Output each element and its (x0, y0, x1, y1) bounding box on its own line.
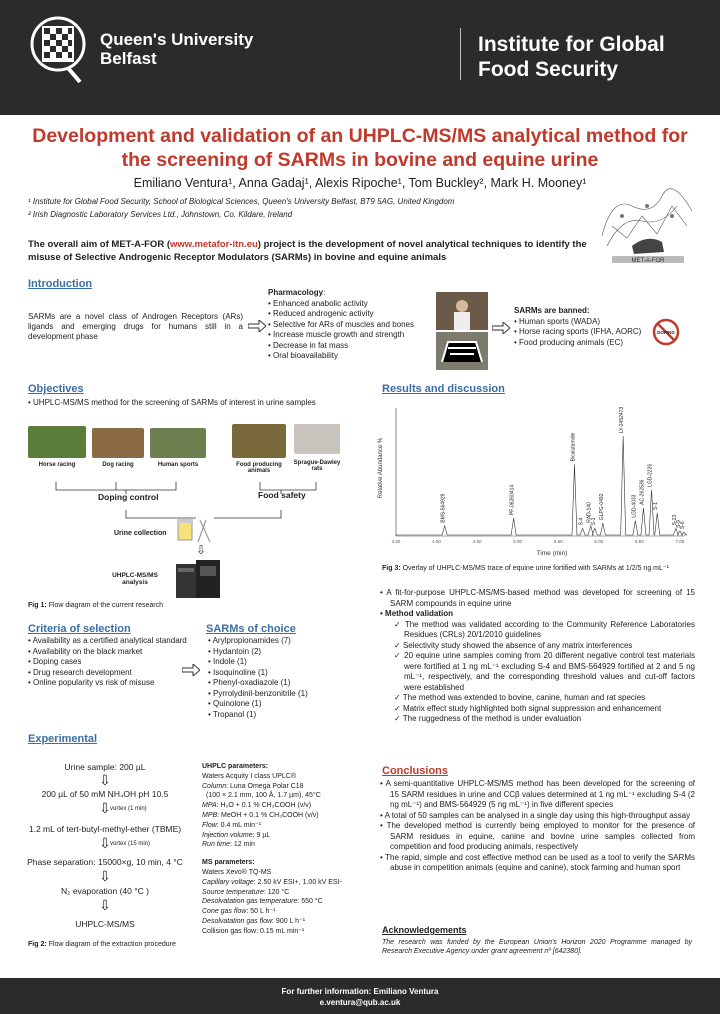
objectives-bullet: • UHPLC-MS/MS method for the screening of SARMs of interest in urine samples (28, 398, 316, 407)
acknowledgements-text: The research was funded by the European Union's Horizon 2020 Programme managed by Research Executive Agency under grant agreement nº [642380]. (382, 939, 692, 955)
flow-value: : 0.4 mL min⁻¹ (216, 821, 262, 829)
title-line1: Development and validation of an UHPLC-MS/MS analytical method for (32, 125, 688, 147)
uhplc-instrument: Waters Acquity I class UPLC® (202, 772, 296, 780)
conclusions-block (380, 779, 695, 874)
footer-line1: For further information: Emiliano Ventura (281, 987, 439, 996)
affiliation-2: ² Irish Diagnostic Laboratory Services Ltd., Johnstown, Co. Kildare, Ireland (28, 210, 293, 219)
rats-photo (294, 424, 340, 454)
extraction-step-2: 200 µL of 50 mM NH₄OH pH 10.5 (41, 789, 169, 799)
down-arrow-icon: ⇩ (99, 868, 111, 884)
instrument-label-2: analysis (122, 579, 148, 586)
conclusion-item: • The developed method is currently being employed to monitor for the presence of SARM residues in equine, canine and bovine urine samples collected from competition and food producing animals, respectively (380, 821, 695, 853)
peak-label: RAD-140 (586, 502, 593, 523)
objectives-text: UHPLC-MS/MS method for the screening of SARMs of interest in urine samples (33, 398, 316, 407)
cone-key: Cone gas flow (202, 908, 247, 916)
down-arrow-icon: ⇩ (99, 835, 111, 851)
sarms-choice-heading: SARMs of choice (206, 623, 296, 635)
project-aim (28, 238, 588, 264)
photo-label-rats: Sprague-Dawley rats (293, 460, 341, 472)
banned-list (514, 317, 641, 349)
project-link[interactable]: www.metafor-itn.eu (170, 239, 258, 250)
pharmacology-heading: Pharmacology (268, 288, 324, 297)
fig1-text: Flow diagram of the current research (46, 602, 163, 609)
result-item: • Method validation (380, 609, 695, 620)
peak-label: S-23 (671, 514, 678, 526)
flow-key: Flow (202, 821, 217, 829)
conclusion-item: • A semi-quantitative UHPLC-MS/MS method has been developed for the screening of 15 SARM residues in urine and CCβ values determined at 1 ng mL⁻¹ excluding S-4 (2 ng mL⁻¹) and BMS-564929 (5 ng mL⁻¹) in five different species (380, 779, 695, 811)
experimental-heading: Experimental (28, 733, 98, 745)
pharmacology-item: • Enhanced anabolic activity (268, 299, 414, 310)
mpa-key: MPA (202, 802, 217, 810)
criteria-item: • Availability as a certified analytical standard (28, 636, 208, 647)
source-temp-value: : 120 °C (263, 888, 290, 896)
igfs-name (478, 32, 665, 82)
igfs-line2: Food Security (478, 58, 619, 81)
criteria-item: • Online popularity vs risk of misuse (28, 678, 208, 689)
peak-label: LGD-4033 (631, 494, 638, 518)
collision-gas: Collision gas flow: 0.15 mL min⁻¹ (202, 927, 305, 935)
fig2-label: Fig 2: (28, 941, 47, 948)
urine-cup-icon (176, 516, 216, 546)
cone-value: : 50 L h⁻¹ (246, 908, 276, 916)
extraction-step-5: N₂ evaporation (40 °C ) (61, 886, 149, 896)
banned-item: • Food producing animals (EC) (514, 338, 641, 349)
sarms-choice-item: • Hydantoin (2) (208, 647, 308, 658)
peak-label: PF-06260414 (509, 484, 516, 516)
results-list (380, 588, 695, 725)
extraction-step-3: 1.2 mL of tert-butyl-methyl-ether (TBME) (28, 824, 182, 834)
extraction-step-4: Phase separation: 15000×g, 10 min, 4 °C (27, 857, 183, 867)
criteria-item: • Doping cases (28, 657, 208, 668)
arrow-right-icon (182, 664, 200, 676)
desolv-temp-value: : 550 °C (297, 898, 323, 906)
sarms-choice-item: • Tropanol (1) (208, 710, 308, 721)
instrument-label-1: UHPLC-MS/MS (112, 572, 158, 579)
criteria-item: • Drug research development (28, 668, 208, 679)
fig1-flow-diagram (26, 420, 366, 610)
result-item: • A fit-for-purpose UHPLC-MS/MS-based method was developed for screening of 15 SARM compounds in equine urine (380, 588, 695, 609)
sarms-choice-item: • Isoquinoline (1) (208, 668, 308, 679)
fig3-label: Fig 3: (382, 565, 401, 572)
conclusion-item: • The rapid, simple and cost effective method can be used as a tool to verify the SARMs abuse in competition animals (equine and canine), stock farming and human sport (380, 853, 695, 874)
horse-racing-photo (28, 426, 86, 458)
pharmacology-item: • Decrease in fat mass (268, 341, 414, 352)
qub-line1: Queen's University (100, 30, 254, 49)
arrow-right-icon (492, 322, 510, 334)
urine-collection-label: Urine collection (114, 530, 167, 537)
conclusion-item: • A total of 50 samples can be analysed in a single day using this high-throughput assay (380, 811, 695, 822)
injection-key: Injection volume (202, 831, 253, 839)
peak-label: S-6 (680, 521, 686, 530)
fig3-caption (382, 564, 669, 572)
pharmacology-item: • Selective for ARs of muscles and bones (268, 320, 414, 331)
human-sports-photo (150, 428, 206, 458)
mpa-value: : H₂O + 0.1 % CH₃COOH (v/v) (216, 802, 312, 810)
desolv-flow-key: Desolvatation gas flow (202, 917, 273, 925)
chart-x-tick: 7.00 (675, 539, 685, 544)
banned-block (514, 306, 641, 348)
down-arrow-icon: ⇩ (99, 897, 111, 913)
svg-text:⇩: ⇩ (195, 543, 207, 557)
vortex-note-1: vortex (1 min) (110, 806, 147, 812)
sarms-choice-item: • Arylpropionamides (7) (208, 636, 308, 647)
qub-line2: Belfast (100, 49, 157, 68)
chromatogram-chart (372, 398, 702, 568)
fig1-label: Fig 1: (28, 602, 47, 609)
pharmacology-list (268, 299, 414, 362)
instrument-parameters (202, 762, 342, 937)
desolv-flow-value: : 900 L h⁻¹ (272, 917, 306, 925)
qub-name (100, 30, 253, 68)
arrow-right-icon (248, 320, 266, 332)
acknowledgements-heading: Acknowledgements (382, 925, 467, 935)
criteria-heading: Criteria of selection (28, 623, 131, 635)
criteria-list (28, 636, 208, 689)
svg-text:MET-A-FOR: MET-A-FOR (631, 258, 665, 264)
result-item: ✓ The ruggedness of the method is under evaluation (380, 714, 695, 725)
introduction-text: SARMs are a novel class of Androgen Receptors (ARs) ligands and emerging drugs for humans still in a development phase (28, 312, 243, 341)
sarms-choice-item: • Phenyl-oxadiazole (1) (208, 678, 308, 689)
banned-item: • Human sports (WADA) (514, 317, 641, 328)
pharmacology-item: • Reduced androgenic activity (268, 309, 414, 320)
no-doping-icon (652, 318, 680, 346)
metafor-logo (592, 176, 702, 272)
banned-item: • Horse racing sports (IFHA, AORC) (514, 327, 641, 338)
footer (0, 978, 720, 1014)
down-arrow-icon: ⇩ (99, 772, 111, 788)
photo-label-dog: Dog racing (102, 462, 134, 468)
peak-label: BMS-564929 (440, 493, 447, 523)
footer-email[interactable]: e.ventura@qub.ac.uk (319, 998, 401, 1007)
instrument-label (102, 572, 168, 586)
fig3-text: Overlay of UHPLC-MS/MS trace of equine urine fortified with SARMs at 1/2/5 ng mL⁻¹ (400, 565, 669, 572)
athlete-and-horse-photos (436, 292, 488, 370)
column-dims: (100 × 2.1 mm, 100 Å, 1.7 µm), 45°C (206, 792, 321, 800)
aim-part2: ) project is the development of novel analytical techniques to identify the misuse of Selective Androgenic Receptor Modulators (SARMs) in bovine and equine animals (28, 239, 587, 263)
objectives-heading: Objectives (28, 383, 84, 395)
result-item: ✓ Selectivity study showed the absence of any matrix interferences (380, 641, 695, 652)
down-arrow-icon: ⇩ (99, 800, 111, 816)
conclusions-heading: Conclusions (382, 765, 449, 777)
column-key: Column (202, 782, 227, 790)
peak-label: S-1 (653, 502, 660, 510)
sarms-choice-item: • Pyrrolydinil-benzonitrile (1) (208, 689, 308, 700)
peak-label: GLPG-0492 (598, 493, 605, 521)
criteria-block (28, 636, 208, 689)
runtime-value: : 12 min (230, 841, 255, 849)
chart-x-tick: 5.00 (513, 539, 523, 544)
qub-crest-logo (28, 12, 88, 84)
photo-label-food: Food producing animals (236, 462, 282, 474)
result-item: ✓ The method was validated according to the Community Reference Laboratories Residues (CRLs) 20/1/2010 guidelines (380, 620, 695, 641)
chart-x-label: Time (min) (536, 550, 568, 557)
column-value: : Luna Omega Polar C18 (226, 782, 304, 790)
runtime-key: Run time (202, 841, 231, 849)
chart-x-tick: 3.50 (391, 539, 401, 544)
fig1-caption (28, 602, 163, 609)
affiliation-1: ¹ Institute for Global Food Security, School of Biological Sciences, Queen's University Belfast, BT9 5AG, United Kingdom (28, 197, 455, 206)
peak-label: AC-262536 (639, 479, 646, 505)
uhplc-instrument-icon (174, 558, 222, 602)
doping-sign-text: DOPING (657, 330, 675, 335)
doping-control-label: Doping control (98, 492, 159, 502)
peak-label: Bicalutamide (570, 432, 577, 462)
mpb-key: MPB (202, 811, 218, 819)
ms-instrument: Waters Xevo® TQ-MS (202, 868, 272, 876)
uhplc-params-heading: UHPLC parameters: (202, 763, 269, 770)
peak-label: LY-2452473 (619, 406, 626, 434)
header-divider (460, 28, 461, 80)
chart-x-tick: 6.50 (634, 539, 644, 544)
sarms-choice-item: • Quinolone (1) (208, 699, 308, 710)
photo-label-human: Human sports (157, 462, 199, 468)
extraction-step-1: Urine sample: 200 µL (64, 762, 146, 772)
chart-x-tick: 4.00 (432, 539, 441, 544)
sarms-choice-list (208, 636, 308, 720)
result-item: ✓ Matrix effect study highlighted both signal suppression and enhancement (380, 704, 695, 715)
result-item: ✓ 20 equine urine samples coming from 20 different negative control test materials were fortified at 1 ng mL⁻¹ excluding S-4 and BMS-564929 fortified at 2 and 5 ng mL⁻¹, respectively, and the corresponding threshold values and cut-off factors were established (380, 651, 695, 693)
extraction-step-6: UHPLC-MS/MS (75, 919, 135, 929)
sarms-choice-block (208, 636, 308, 720)
igfs-line1: Institute for Global (478, 33, 665, 56)
criteria-item: • Availability on the black market (28, 647, 208, 658)
injection-value: : 9 µL (252, 831, 271, 839)
capillary-value: : 2.50 kV ESI+, 1.00 kV ESI- (253, 878, 342, 886)
conclusions-list (380, 779, 695, 874)
capillary-key: Capillary voltage (202, 878, 254, 886)
sarms-choice-item: • Indole (1) (208, 657, 308, 668)
result-item: ✓ The method was extended to bovine, canine, human and rat species (380, 693, 695, 704)
source-temp-key: Source temperature (202, 888, 264, 896)
authors: Emiliano Ventura¹, Anna Gadaj¹, Alexis Ripoche¹, Tom Buckley², Mark H. Mooney¹ (133, 176, 587, 190)
banned-heading: SARMs are banned: (514, 306, 590, 315)
title-line2: the screening of SARMs in bovine and equine urine (121, 149, 599, 171)
desolv-temp-key: Desolvatation gas temperature (202, 898, 298, 906)
pharmacology-block: Pharmacology: • Enhanced anabolic activity • Reduced androgenic activity • Selective for ARs of muscles and bones • Increase muscle growth and strength • Decrease in fat mass • Oral bioavailability (268, 288, 414, 362)
peak-label: S-1 (590, 517, 597, 526)
fig2-caption (28, 941, 176, 948)
ms-params-heading: MS parameters: (202, 859, 255, 867)
results-heading: Results and discussion (382, 383, 505, 395)
vortex-note-2: vortex (15 min) (110, 841, 151, 847)
peak-label: LGD-2226 (647, 463, 654, 487)
chart-y-label: Relative Abundance % (378, 437, 384, 499)
pharmacology-item: • Oral bioavailability (268, 351, 414, 362)
chart-axes (396, 408, 684, 536)
chart-x-tick: 5.50 (553, 539, 563, 544)
photo-label-horse: Horse racing (38, 462, 76, 468)
pharmacology-item: • Increase muscle growth and strength (268, 330, 414, 341)
fig2-text: Flow diagram of the extraction procedure (46, 941, 176, 948)
chart-x-tick: 6.00 (594, 539, 604, 544)
introduction-heading: Introduction (28, 278, 93, 290)
food-animals-photo (232, 424, 286, 458)
peak-label: S-4 (578, 517, 585, 526)
mpb-value: : MeOH + 0.1 % CH₃COOH (v/v) (217, 811, 319, 819)
peak-label: S-9 (675, 520, 682, 528)
dog-racing-photo (92, 428, 144, 458)
aim-part1: The overall aim of MET-A-FOR ( (28, 239, 170, 250)
food-safety-label: Food safety (258, 490, 306, 500)
chart-x-tick: 4.50 (472, 539, 482, 544)
results-block (380, 588, 695, 725)
poster-title (20, 124, 700, 172)
